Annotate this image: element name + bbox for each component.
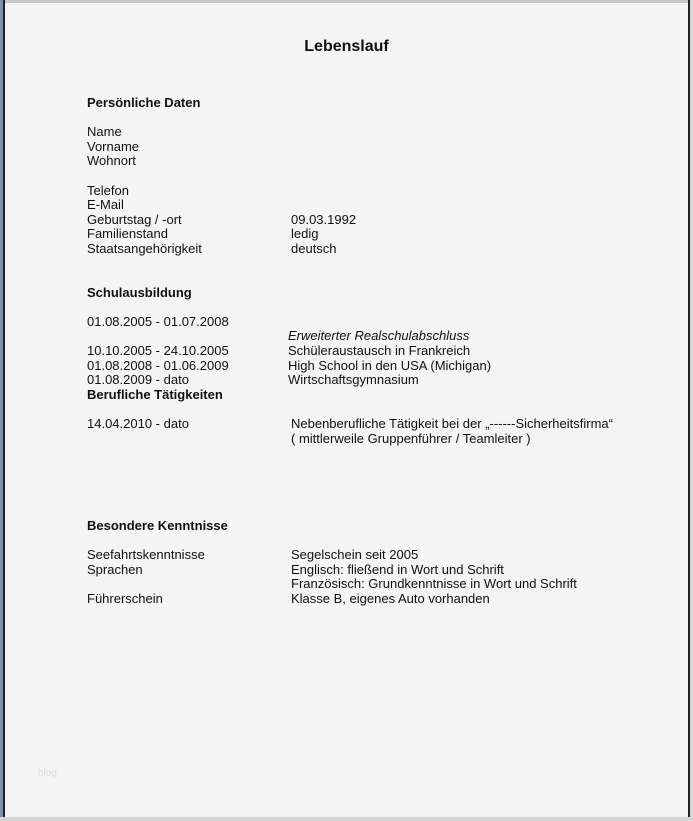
school-value: High School in den USA (Michigan): [288, 358, 492, 373]
page-edge-left: [3, 0, 5, 821]
skill-label: Seefahrtskenntnisse: [87, 547, 205, 562]
school-value: Schüleraustausch in Frankreich: [288, 343, 471, 358]
label-geburtstag: Geburtstag / -ort: [87, 212, 182, 227]
label-wohnort: Wohnort: [87, 153, 136, 168]
window-frame-bottom: [0, 817, 693, 821]
section-heading-skills: Besondere Kenntnisse: [87, 518, 228, 533]
skill-value: Segelschein seit 2005: [291, 547, 419, 562]
school-value: Erweiterter Realschulabschluss: [288, 328, 470, 343]
label-name: Name: [87, 124, 122, 139]
skill-value: Englisch: fließend in Wort und Schrift: [291, 562, 504, 577]
label-telefon: Telefon: [87, 183, 129, 198]
school-date: 10.10.2005 - 24.10.2005: [87, 343, 229, 358]
window-frame-top: [0, 0, 693, 3]
document-title: Lebenslauf: [304, 38, 389, 55]
label-email: E-Mail: [87, 197, 124, 212]
school-value: Wirtschaftsgymnasium: [288, 372, 419, 387]
section-heading-personal: Persönliche Daten: [87, 95, 201, 110]
work-date: 14.04.2010 - dato: [87, 416, 189, 431]
label-staatsangehoerigkeit: Staatsangehörigkeit: [87, 241, 202, 256]
section-heading-school: Schulausbildung: [87, 285, 192, 300]
value-familienstand: ledig: [291, 226, 319, 241]
skill-value-secondary: Französisch: Grundkenntnisse in Wort und Schrift: [291, 576, 577, 591]
skill-value: Klasse B, eigenes Auto vorhanden: [291, 591, 490, 606]
section-heading-work: Berufliche Tätigkeiten: [87, 387, 223, 402]
school-date: 01.08.2008 - 01.06.2009: [87, 358, 229, 373]
label-vorname: Vorname: [87, 139, 140, 154]
label-familienstand: Familienstand: [87, 226, 168, 241]
work-value-note: ( mittlerweile Gruppenführer / Teamleiter ): [291, 431, 531, 446]
skill-label: Sprachen: [87, 562, 143, 577]
watermark: blog: [38, 768, 57, 779]
work-value: Nebenberufliche Tätigkeit bei der „------Sicherheitsfirma“: [291, 416, 613, 431]
school-date: 01.08.2009 - dato: [87, 372, 189, 387]
value-staatsangehoerigkeit: deutsch: [291, 241, 337, 256]
school-date: 01.08.2005 - 01.07.2008: [87, 314, 229, 329]
value-geburtstag: 09.03.1992: [291, 212, 357, 227]
skill-label: Führerschein: [87, 591, 163, 606]
